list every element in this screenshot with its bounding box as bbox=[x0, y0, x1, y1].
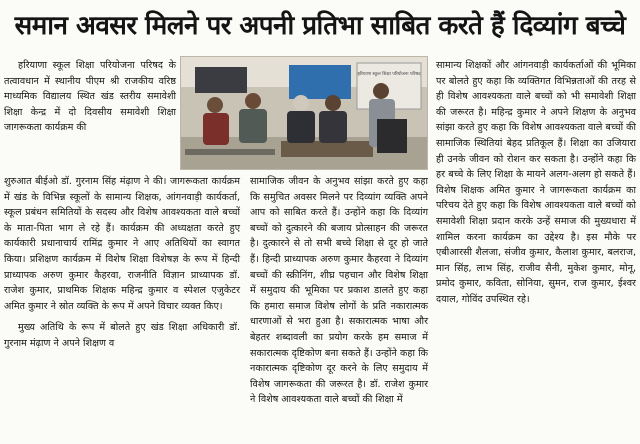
paragraph-body-2: मुख्य अतिथि के रूप में बोलते हुए खंड शिक्षा अधिकारी डॉ. गुरनाम मंढ़ाण ने अपने शिक्षण व bbox=[4, 322, 240, 349]
paragraph-body-4: सामान्य शिक्षकों और आंगनवाड़ी कार्यकर्ताओं की भूमिका पर बोलते हुए कहा कि व्यक्तिगत विभिन्नताओं की तरह से ही विशेष आवश्यकता वाले बच्चों को भी समावेशी शिक्षा की जरूरत है। महिन्द्र कुमार ने अपने शिक्षण के अनुभव सांझा करते हुए कहा कि विशेष आवश्यकता वाले बच्चों की सामाजिक स्थितियां बेहद प्रतिकूल हैं। शिक्षा का उजियारा ही उनके जीवन को रोशन कर सकता है। उन्होंने कहा कि हर बच्चे के लिए शिक्षा के मायने अलग-अलग हो सकते हैं। विशेष शिक्षक अमित कुमार ने जागरूकता कार्यक्रम का परिचय देते हुए कहा कि विशेष आवश्यकता वाले बच्चों को समावेशी शिक्षा प्रदान करके उन्हें समाज की मुख्यधारा में शामिल करना कार्यक्रम का उद्देश्य है। इस मौके पर एबीआरसी शैलजा, संजीव कुमार, कैलाश कुमार, बलराज, मान सिंह, लाभ सिंह, राजीव सैनी, मुकेश कुमार, मोनू, प्रमोद कुमार, कविता, सोनिया, सुमन, राज कुमार, ईश्वर दयाल, गोविंद उपस्थित रहे। bbox=[436, 60, 636, 305]
article-column-3 bbox=[436, 58, 636, 308]
banner-text: हरियाणा स्कूल शिक्षा परियोजना परिषद bbox=[357, 72, 421, 77]
paragraph-body-1: शुरुआत बीईओ डॉ. गुरनाम सिंह मंढ़ाण ने की। जागरूकता कार्यक्रम में खंड के विभिन्न स्कूलों के सामान्य शिक्षक, आंगनवाड़ी कार्यकर्ता, स्कूल प्रबंधन समितियों के सदस्य और विशेष आवश्यकता वाले बच्चों के माता-पिता भाग ले रहे हैं। कार्यक्रम की अध्यक्षता करते हुए कार्यकारी प्रधानाचार्य रामिंद्र कुमार ने आए अतिथियों का स्वागत किया। प्रशिक्षण कार्यक्रम में विशेष शिक्षा विशेषज्ञ के रूप में हिन्दी प्राध्यापक अरुण कुमार कैहरवा, राजनीति विज्ञान प्राध्यापक डॉ. राजेश कुमार, प्राथमिक शिक्षक महिन्द्र कुमार व स्पेशल एजुकेटर अमित कुमार ने स्रोत व्यक्ति के रूप में अपने विचार व्यक्त किए। bbox=[4, 176, 240, 312]
event-photo bbox=[180, 56, 428, 170]
headline: समान अवसर मिलने पर अपनी प्रतिभा साबित करते हैं दिव्यांग बच्चे bbox=[14, 11, 626, 41]
article-column-2 bbox=[250, 174, 428, 408]
article-column-1-top bbox=[4, 58, 176, 136]
paragraph-body-3: सामाजिक जीवन के अनुभव सांझा करते हुए कहा कि समुचित अवसर मिलने पर दिव्यांग व्यक्ति अपने आप को साबित करते हैं। उन्होंने कहा कि दिव्यांग बच्चों को दुत्कारने की बजाय प्रोत्साहन की जरूरत है। दुत्कारने से तो सभी बच्चे शिक्षा से दूर हो जाते हैं। हिन्दी प्राध्यापक अरुण कुमार कैहरवा ने दिव्यांग बच्चों की स्क्रीनिंग, शीघ्र पहचान और विशेष शिक्षा में समुदाय की भूमिका पर प्रकाश डालते हुए कहा कि हमारा समाज विशेष लोगों के प्रति नकारात्मक धारणाओं से भरा हुआ है। सकारात्मक भाषा और बेहतर शब्दावली का प्रयोग करके हम समाज में सकारात्मक दृष्टिकोण बना सकते हैं। उन्होंने कहा कि नकारात्मक दृष्टिकोण दूर करने के लिए समुदाय में विशेष जागरूकता की जरूरत है। डॉ. राजेश कुमार ने विशेष आवश्यकता वाले बच्चों की शिक्षा में bbox=[250, 176, 428, 406]
article-column-1 bbox=[4, 174, 240, 352]
paragraph-intro: हरियाणा स्कूल शिक्षा परियोजना परिषद के तत्वावधान में स्थानीय पीएम श्री राजकीय वरिष्ठ माध्यमिक विद्यालय स्थित खंड स्तरीय समावेशी शिक्षा केन्द्र में दो दिवसीय समावेशी शिक्षा जागरूकता कार्यक्रम की bbox=[4, 60, 176, 134]
event-photo-image bbox=[181, 57, 427, 169]
